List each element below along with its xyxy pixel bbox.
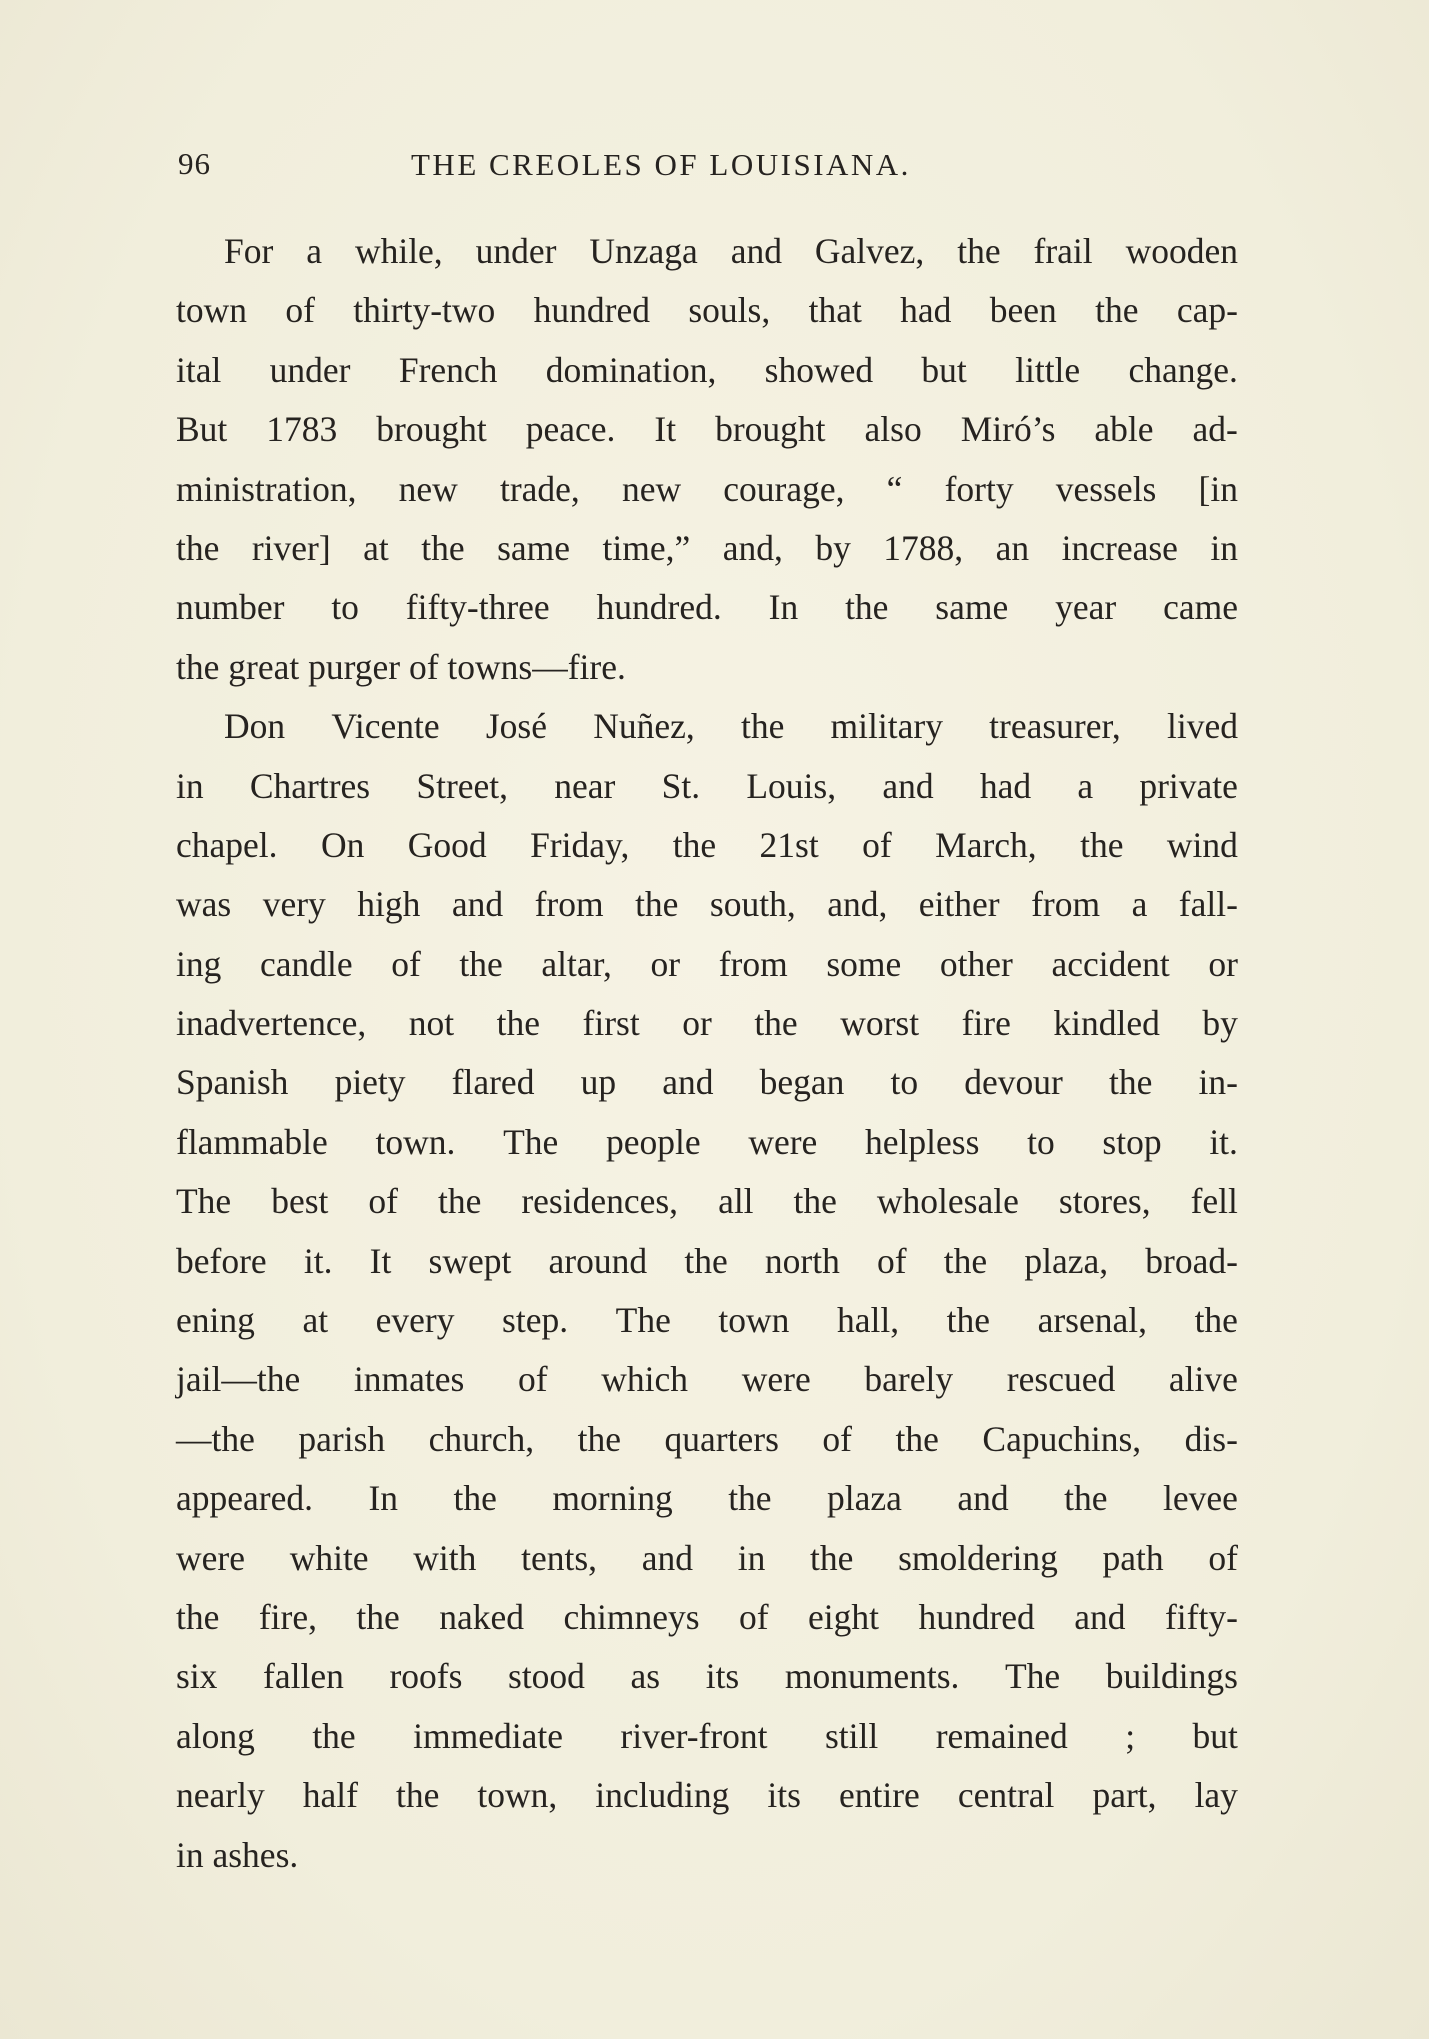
text-line: was very high and from the south, and, either from a fall- [176, 884, 1238, 925]
running-title: THE CREOLES OF LOUISIANA. [411, 147, 911, 182]
text-line: inadvertence, not the first or the worst fire kindled by [176, 1003, 1238, 1044]
text-line: before it. It swept around the north of the plaza, broad- [176, 1240, 1238, 1281]
text-line: ital under French domination, showed but little change. [176, 349, 1238, 390]
text-line: the great purger of towns—fire. [176, 646, 626, 687]
text-line: in Chartres Street, near St. Louis, and had a private [176, 765, 1238, 806]
text-line: ministration, new trade, new courage, “ forty vessels [in [176, 468, 1238, 509]
text-line: jail—the inmates of which were barely rescued alive [176, 1359, 1238, 1400]
text-line: in ashes. [176, 1834, 299, 1875]
text-line: were white with tents, and in the smoldering path of [176, 1537, 1238, 1578]
text-line: The best of the residences, all the wholesale stores, fell [176, 1181, 1238, 1222]
running-head [178, 146, 1238, 190]
paragraph [176, 697, 1238, 1885]
text-line: ing candle of the altar, or from some other accident or [176, 943, 1238, 984]
text-line: six fallen roofs stood as its monuments. The buildings [176, 1656, 1238, 1697]
page-number: 96 [178, 146, 211, 181]
text-line: Don Vicente José Nuñez, the military treasurer, lived [224, 706, 1238, 747]
text-line: the fire, the naked chimneys of eight hundred and fifty- [176, 1596, 1238, 1637]
text-line: chapel. On Good Friday, the 21st of March, the wind [176, 824, 1238, 865]
body-text [176, 222, 1238, 1885]
text-line: —the parish church, the quarters of the Capuchins, dis- [176, 1418, 1238, 1459]
text-line: ening at every step. The town hall, the arsenal, the [176, 1300, 1238, 1341]
text-line: the river] at the same time,” and, by 1788, an increase in [176, 527, 1238, 568]
text-line: number to fifty-three hundred. In the same year came [176, 587, 1238, 628]
text-line: For a while, under Unzaga and Galvez, the frail wooden [224, 231, 1238, 271]
text-line: along the immediate river-front still remained ; but [176, 1715, 1238, 1756]
text-line: nearly half the town, including its entire central part, lay [176, 1775, 1238, 1816]
paragraph [176, 222, 1238, 697]
text-line: appeared. In the morning the plaza and the levee [176, 1478, 1238, 1519]
text-line: town of thirty-two hundred souls, that had been the cap- [176, 290, 1238, 331]
text-line: Spanish piety flared up and began to devour the in- [176, 1062, 1238, 1103]
text-line: flammable town. The people were helpless to stop it. [176, 1121, 1238, 1162]
text-line: But 1783 brought peace. It brought also Miró’s able ad- [176, 409, 1238, 450]
